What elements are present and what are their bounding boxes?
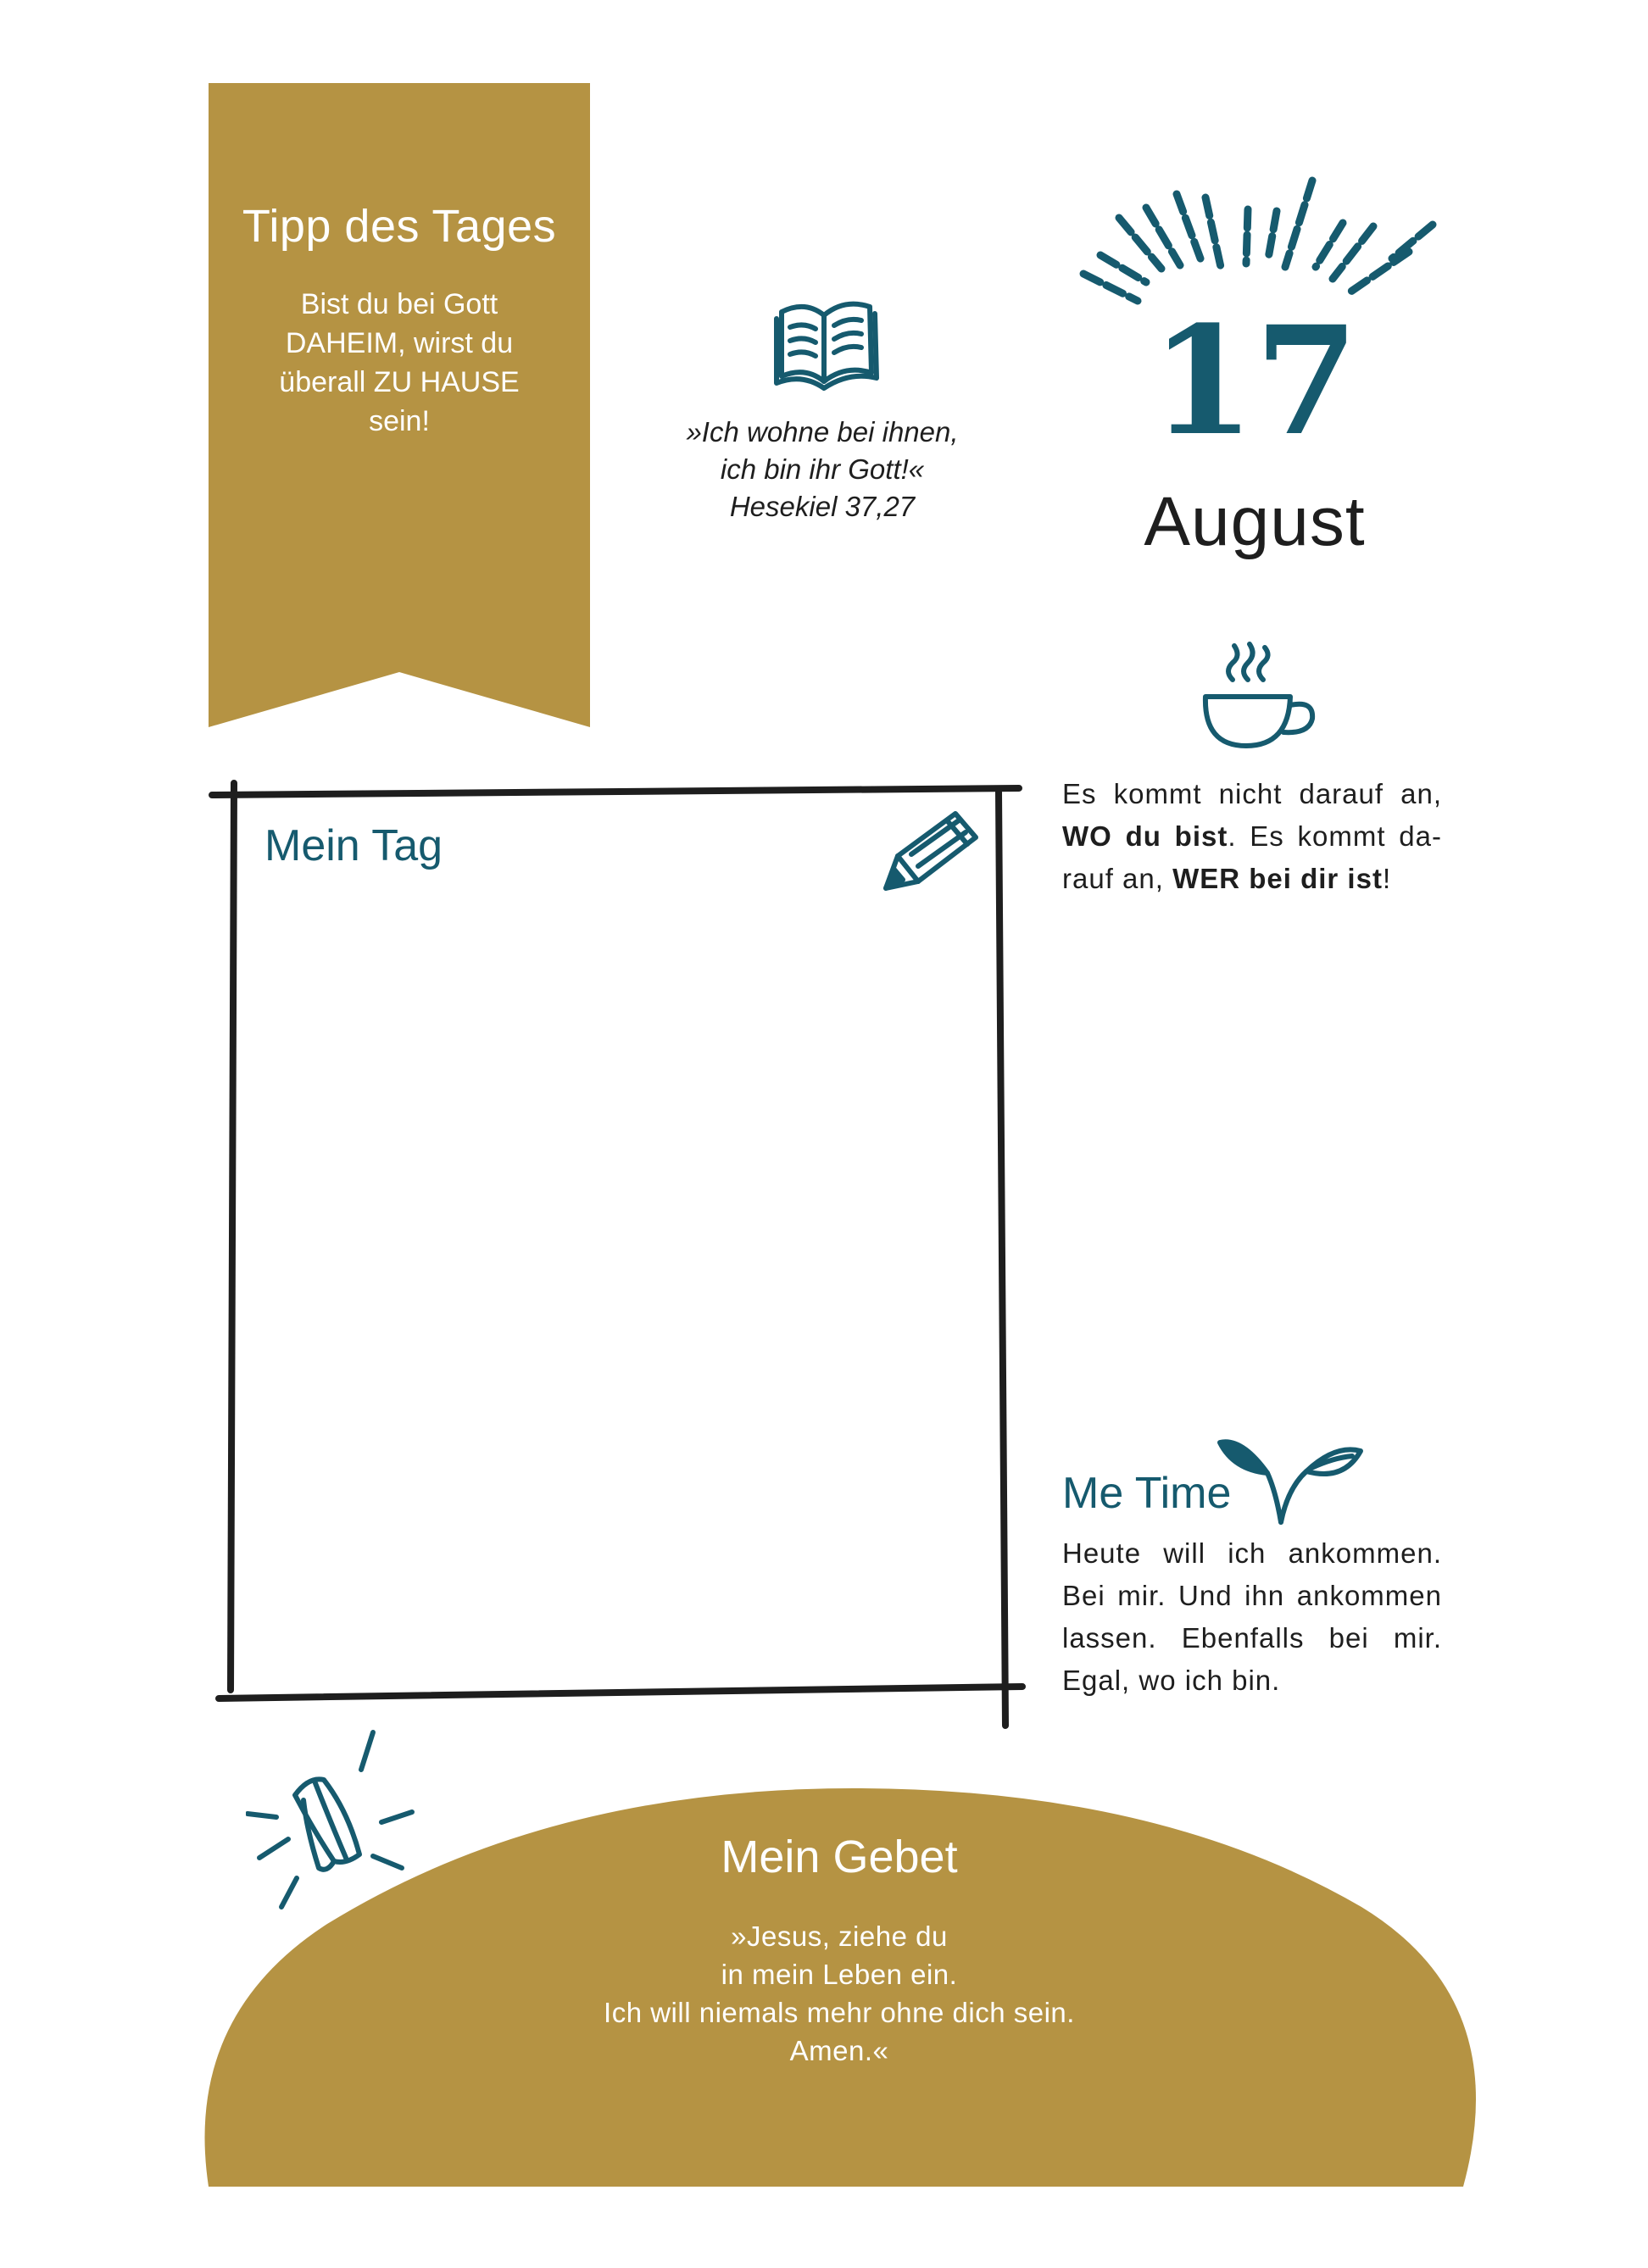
tipp-line: überall ZU HAUSE xyxy=(279,366,520,398)
verse-reference: Hesekiel 37,27 xyxy=(729,491,916,522)
coffee-text-part: Es kommt nicht darauf an, xyxy=(1062,778,1442,809)
gebet-title: Mein Gebet xyxy=(721,1832,958,1882)
tipp-line: DAHEIM, wirst du xyxy=(285,327,514,359)
mein-tag-title: Mein Tag xyxy=(264,821,443,870)
gebet-line: Amen.« xyxy=(789,2035,889,2066)
coffee-text xyxy=(1062,773,1442,900)
verse-line: »Ich wohne bei ihnen, xyxy=(686,416,959,447)
coffee-text-part: ! xyxy=(1382,863,1392,894)
coffee-text-bold: WO du bist xyxy=(1062,820,1228,852)
open-book-icon xyxy=(771,293,882,395)
mein-tag-frame xyxy=(209,780,1027,1743)
tipp-text xyxy=(251,285,548,441)
me-time-title: Me Time xyxy=(1062,1469,1232,1518)
bible-verse xyxy=(627,414,1017,525)
me-time-text: Heute will ich ankommen. Bei mir. Und ihn ankommen lassen. Ebenfalls bei mir. Egal, wo ich bin. xyxy=(1062,1537,1442,1696)
tipp-line: Bist du bei Gott xyxy=(300,288,498,320)
praying-hands-icon xyxy=(246,1729,424,1915)
gebet-line: Ich will niemals mehr ohne dich sein. xyxy=(604,1997,1075,2028)
gebet-text xyxy=(509,1917,1170,2070)
gebet-line: in mein Leben ein. xyxy=(721,1959,958,1990)
coffee-cup-icon xyxy=(1195,637,1322,756)
coffee-text-bold: WER bei dir ist xyxy=(1172,863,1383,894)
month-name: August xyxy=(1144,483,1366,560)
verse-line: ich bin ihr Gott!« xyxy=(720,453,925,485)
sprout-icon xyxy=(1217,1432,1365,1526)
coffee-text-part: . Es kommt da-rauf an, xyxy=(1062,820,1442,894)
day-number: 17 xyxy=(1150,293,1359,469)
tipp-line: sein! xyxy=(369,405,430,437)
pencil-icon xyxy=(877,805,983,898)
gebet-line: »Jesus, ziehe du xyxy=(731,1921,948,1952)
tipp-title: Tipp des Tages xyxy=(242,201,557,252)
